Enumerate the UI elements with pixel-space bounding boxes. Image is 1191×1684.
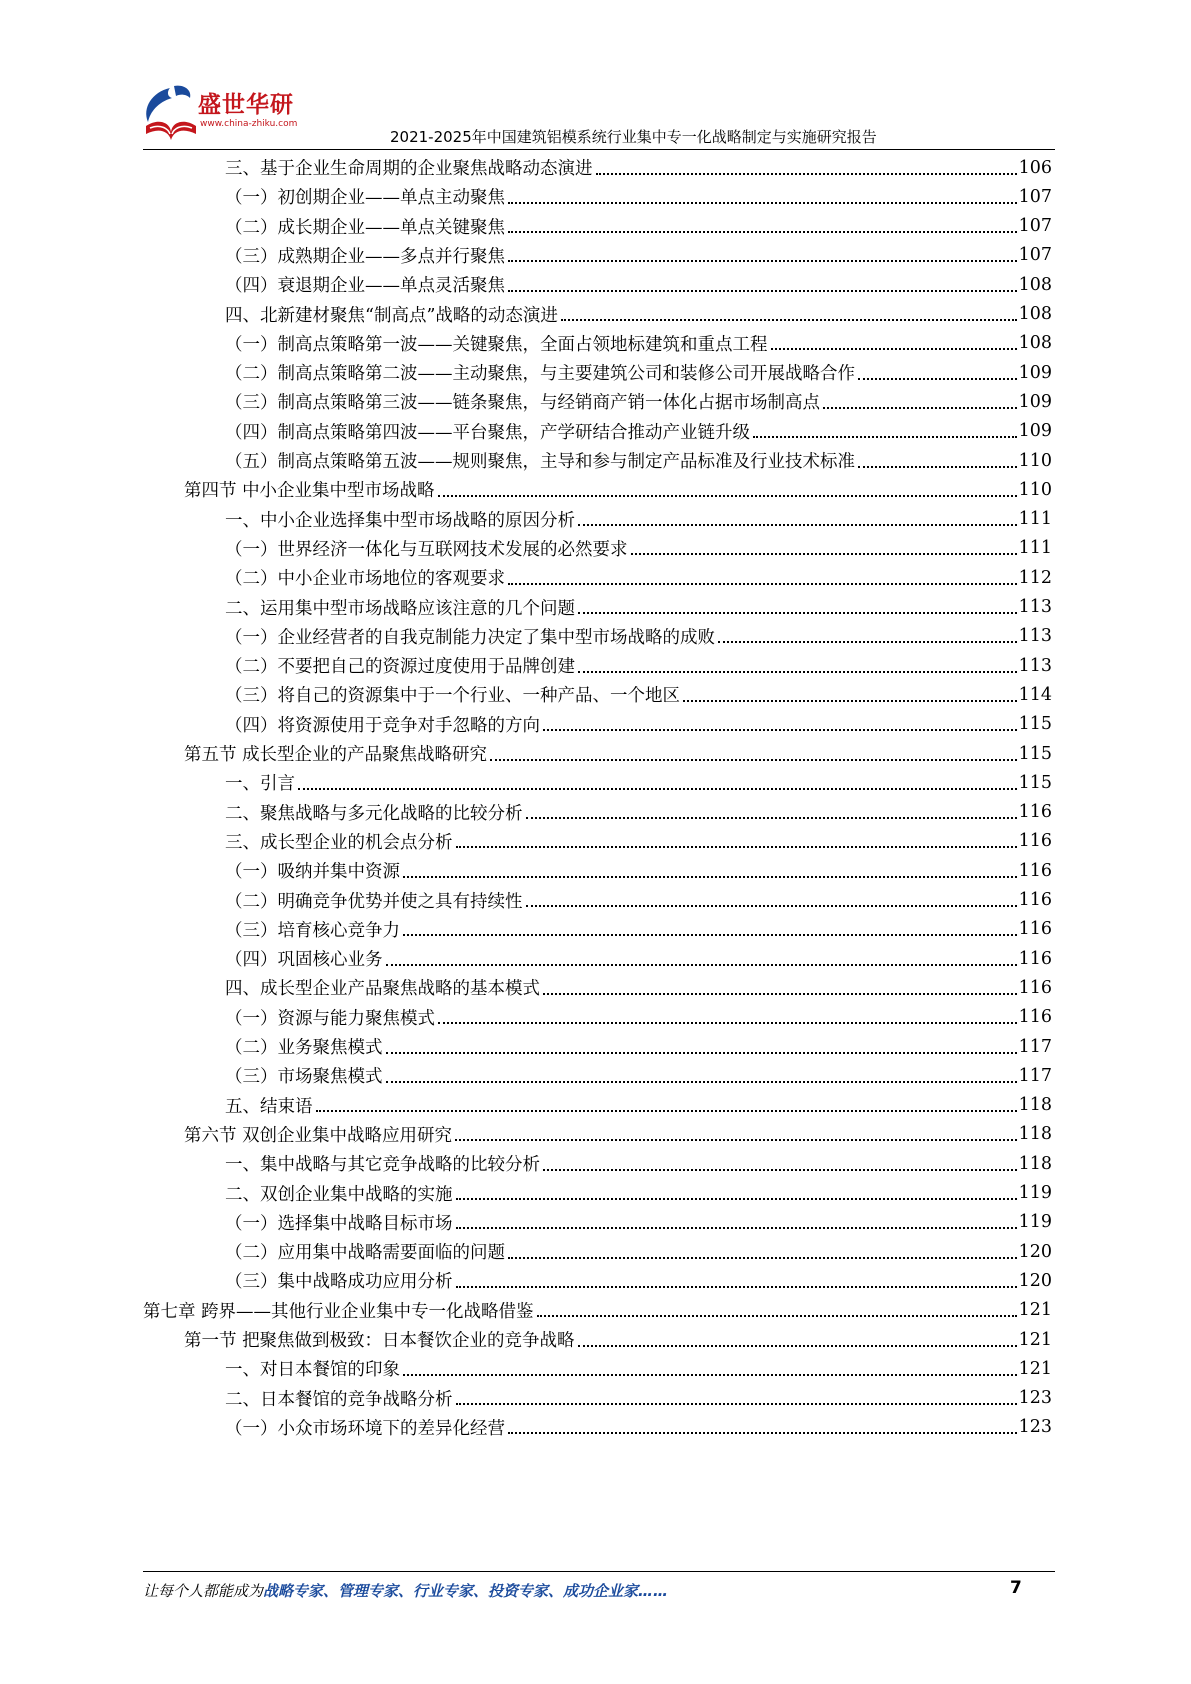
- toc-entry-title: （二）不要把自己的资源过度使用于品牌创建: [225, 657, 575, 678]
- toc-entry[interactable]: [225, 709, 1052, 740]
- toc-entry-title: 一、对日本餐馆的印象: [225, 1360, 400, 1381]
- report-title: 2021-2025年中国建筑铝模系统行业集中专一化战略制定与实施研究报告: [390, 128, 877, 146]
- toc-entry-page: 116: [1018, 919, 1052, 940]
- toc-entry-page: 113: [1018, 626, 1052, 647]
- toc-entry-title: （一）吸纳并集中资源: [225, 862, 400, 883]
- toc-entry-title: 三、基于企业生命周期的企业聚焦战略动态演进: [225, 159, 593, 179]
- toc-entry-page: 110: [1018, 450, 1052, 471]
- toc-entry[interactable]: [225, 357, 1052, 388]
- toc-entry-title: （二）明确竞争优势并使之具有持续性: [225, 891, 523, 912]
- toc-entry[interactable]: [225, 885, 1052, 916]
- toc-dot-leader: [578, 1345, 1017, 1347]
- toc-dot-leader: [543, 993, 1017, 995]
- toc-entry[interactable]: [184, 1119, 1052, 1150]
- toc-entry-title: 第六节 双创企业集中战略应用研究: [184, 1125, 453, 1146]
- toc-entry-title: （二）制高点策略第二波——主动聚焦，与主要建筑公司和装修公司开展战略合作: [225, 364, 855, 385]
- toc-dot-leader: [526, 905, 1017, 907]
- toc-dot-leader: [631, 553, 1017, 555]
- toc-entry-page: 119: [1018, 1212, 1052, 1233]
- footer-slogan-prefix: 让每个人都能成为: [143, 1582, 264, 1600]
- toc-entry-page: 111: [1018, 538, 1052, 559]
- toc-entry[interactable]: [225, 1265, 1052, 1296]
- toc-dot-leader: [456, 846, 1017, 848]
- toc-entry-page: 108: [1018, 304, 1052, 324]
- toc-entry-page: 115: [1018, 714, 1052, 735]
- page-number: 7: [1010, 1578, 1022, 1598]
- toc-entry-title: 二、聚焦战略与多元化战略的比较分析: [225, 803, 523, 824]
- toc-entry[interactable]: [184, 1324, 1052, 1355]
- toc-entry-title: （一）选择集中战略目标市场: [225, 1213, 453, 1234]
- toc-entry-title: 第一节 把聚焦做到极致：日本餐饮企业的竞争战略: [184, 1331, 575, 1351]
- toc-entry-page: 123: [1018, 1388, 1052, 1409]
- toc-entry[interactable]: [225, 152, 1052, 183]
- toc-entry-page: 116: [1018, 831, 1052, 852]
- toc-entry-page: 116: [1018, 1007, 1052, 1028]
- toc-entry[interactable]: [184, 474, 1052, 505]
- toc-entry-title: （四）制高点策略第四波——平台聚焦，产学研结合推动产业链升级: [225, 422, 750, 443]
- toc-dot-leader: [456, 1198, 1017, 1200]
- toc-entry-title: 四、北新建材聚焦“制高点”战略的动态演进: [225, 305, 558, 326]
- toc-dot-leader: [508, 260, 1017, 262]
- toc-dot-leader: [456, 1227, 1017, 1229]
- toc-entry[interactable]: [225, 943, 1052, 974]
- toc-dot-leader: [316, 1110, 1017, 1112]
- toc-entry-page: 107: [1018, 216, 1052, 237]
- toc-entry-title: （一）制高点策略第一波——关键聚焦，全面占领地标建筑和重点工程: [225, 334, 768, 355]
- toc-entry-title: 一、集中战略与其它竞争战略的比较分析: [225, 1155, 540, 1176]
- toc-entry-page: 118: [1018, 1153, 1052, 1174]
- toc-entry-page: 107: [1018, 186, 1052, 207]
- toc-dot-leader: [578, 671, 1017, 673]
- toc-entry-page: 121: [1018, 1358, 1052, 1379]
- page-header: [0, 0, 1191, 150]
- toc-entry-page: 117: [1018, 1065, 1052, 1086]
- toc-entry-title: （三）制高点策略第三波——链条聚焦，与经销商产销一体化占据市场制高点: [225, 393, 820, 414]
- toc-entry-page: 117: [1018, 1036, 1052, 1057]
- toc-entry-page: 121: [1018, 1329, 1052, 1350]
- toc-dot-leader: [823, 407, 1017, 409]
- toc-entry-page: 112: [1018, 567, 1052, 588]
- toc-entry-title: （二）中小企业市场地位的客观要求: [225, 569, 505, 590]
- toc-entry[interactable]: [225, 1178, 1052, 1209]
- toc-dot-leader: [508, 1432, 1017, 1434]
- toc-entry-title: 第四节 中小企业集中型市场战略: [184, 481, 435, 502]
- toc-entry[interactable]: [225, 914, 1052, 945]
- toc-entry-title: 第七章 跨界——其他行业企业集中专一化战略借鉴: [143, 1301, 534, 1322]
- toc-entry-page: 110: [1018, 479, 1052, 500]
- toc-entry-title: 五、结束语: [225, 1096, 313, 1117]
- toc-entry-title: （三）将自己的资源集中于一个行业、一种产品、一个地区: [225, 686, 680, 707]
- toc-dot-leader: [508, 231, 1017, 233]
- toc-entry[interactable]: [225, 504, 1052, 535]
- toc-dot-leader: [858, 378, 1017, 380]
- toc-entry-title: （二）业务聚焦模式: [225, 1038, 383, 1058]
- toc-entry[interactable]: [225, 299, 1052, 330]
- toc-entry[interactable]: [225, 269, 1052, 300]
- toc-entry[interactable]: [225, 1090, 1052, 1121]
- toc-entry[interactable]: [225, 416, 1052, 447]
- toc-entry-title: 一、引言: [225, 774, 295, 795]
- toc-dot-leader: [596, 173, 1017, 175]
- toc-entry-page: 116: [1018, 802, 1052, 823]
- toc-dot-leader: [438, 495, 1017, 497]
- toc-entry-page: 115: [1018, 772, 1052, 793]
- toc-entry-title: （一）资源与能力聚焦模式: [225, 1008, 435, 1029]
- toc-entry-page: 106: [1018, 157, 1052, 178]
- toc-dot-leader: [578, 612, 1017, 614]
- toc-entry-page: 115: [1018, 743, 1052, 764]
- toc-entry[interactable]: [225, 1383, 1052, 1414]
- toc-entry-page: 113: [1018, 655, 1052, 676]
- toc-entry-page: 108: [1018, 333, 1052, 354]
- toc-entry[interactable]: [225, 533, 1052, 564]
- toc-entry-title: （一）世界经济一体化与互联网技术发展的必然要求: [225, 539, 628, 560]
- toc-dot-leader: [455, 1139, 1017, 1141]
- logo-name: 盛世华研: [198, 92, 294, 118]
- toc-entry-title: 一、中小企业选择集中型市场战略的原因分析: [225, 510, 575, 531]
- toc-entry[interactable]: [225, 211, 1052, 242]
- toc-dot-leader: [386, 1081, 1017, 1083]
- toc-entry[interactable]: [225, 386, 1052, 417]
- toc-entry-title: （三）集中战略成功应用分析: [225, 1272, 453, 1293]
- toc-entry[interactable]: [225, 328, 1052, 359]
- toc-entry-page: 108: [1018, 274, 1052, 295]
- toc-dot-leader: [403, 934, 1017, 936]
- toc-entry[interactable]: [225, 1353, 1052, 1384]
- toc-entry[interactable]: [225, 1002, 1052, 1033]
- toc-entry-title: （一）初创期企业——单点主动聚焦: [225, 188, 505, 209]
- toc-dot-leader: [456, 1286, 1017, 1288]
- toc-entry[interactable]: [225, 1060, 1052, 1091]
- toc-dot-leader: [386, 1052, 1017, 1054]
- book-swoosh-icon: [140, 82, 202, 144]
- toc-entry-title: （三）培育核心竞争力: [225, 920, 400, 941]
- footer-slogan: [143, 1580, 668, 1601]
- toc-dot-leader: [718, 641, 1017, 643]
- toc-entry[interactable]: [225, 562, 1052, 593]
- toc-entry[interactable]: [225, 767, 1052, 798]
- company-logo: [140, 82, 315, 144]
- toc-dot-leader: [508, 202, 1017, 204]
- toc-entry-page: 121: [1018, 1300, 1052, 1321]
- toc-entry-title: （四）巩固核心业务: [225, 950, 383, 971]
- toc-entry-title: （二）应用集中战略需要面临的问题: [225, 1243, 505, 1264]
- toc-entry-page: 113: [1018, 597, 1052, 617]
- toc-entry-title: 三、成长型企业的机会点分析: [225, 832, 453, 853]
- toc-entry-page: 109: [1018, 362, 1052, 383]
- toc-entry-page: 107: [1018, 245, 1052, 266]
- toc-entry-page: 109: [1018, 421, 1052, 442]
- toc-entry-title: （三）市场聚焦模式: [225, 1067, 383, 1088]
- toc-entry-title: （四）将资源使用于竞争对手忽略的方向: [225, 715, 540, 736]
- toc-entry-page: 116: [1018, 860, 1052, 881]
- footer-slogan-highlight: 战略专家、管理专家、行业专家、投资专家、成功企业家……: [263, 1582, 669, 1600]
- toc-entry[interactable]: [184, 738, 1052, 769]
- toc-entry-title: （五）制高点策略第五波——规则聚焦，主导和参与制定产品标准及行业技术标准: [225, 452, 855, 472]
- toc-entry-title: （一）小众市场环境下的差异化经营: [225, 1418, 505, 1439]
- toc-dot-leader: [386, 964, 1017, 966]
- toc-entry-title: （三）成熟期企业——多点并行聚焦: [225, 246, 505, 267]
- toc-entry[interactable]: [225, 445, 1052, 476]
- toc-dot-leader: [858, 466, 1017, 468]
- toc-entry[interactable]: [225, 181, 1052, 212]
- toc-entry-page: 116: [1018, 948, 1052, 969]
- toc-dot-leader: [537, 1315, 1017, 1317]
- toc-dot-leader: [561, 319, 1017, 321]
- toc-entry[interactable]: [225, 240, 1052, 271]
- toc-entry[interactable]: [225, 1031, 1052, 1062]
- header-divider: [143, 149, 1055, 150]
- toc-entry-title: 二、运用集中型市场战略应该注意的几个问题: [225, 598, 575, 619]
- toc-entry[interactable]: [225, 1412, 1052, 1443]
- toc-entry-title: （一）企业经营者的自我克制能力决定了集中型市场战略的成败: [225, 627, 715, 648]
- toc-dot-leader: [543, 1169, 1017, 1171]
- toc-entry-page: 116: [1018, 890, 1052, 910]
- toc-dot-leader: [438, 1022, 1017, 1024]
- toc-entry[interactable]: [225, 621, 1052, 652]
- toc-dot-leader: [298, 788, 1017, 790]
- toc-entry[interactable]: [143, 1295, 1052, 1326]
- toc-entry[interactable]: [225, 972, 1052, 1003]
- toc-dot-leader: [578, 524, 1017, 526]
- toc-dot-leader: [683, 700, 1017, 702]
- toc-entry-page: 109: [1018, 391, 1052, 412]
- toc-entry-page: 120: [1018, 1270, 1052, 1291]
- toc-entry-title: （二）成长期企业——单点关键聚焦: [225, 217, 505, 238]
- logo-url: www.china-zhiku.com: [200, 119, 298, 129]
- toc-entry[interactable]: [225, 855, 1052, 886]
- toc-dot-leader: [490, 759, 1017, 761]
- toc-entry-page: 116: [1018, 977, 1052, 998]
- toc-entry-page: 123: [1018, 1417, 1052, 1438]
- toc-entry[interactable]: [225, 650, 1052, 681]
- toc-entry[interactable]: [225, 797, 1052, 828]
- toc-entry-title: 四、成长型企业产品聚焦战略的基本模式: [225, 979, 540, 1000]
- footer-divider: [143, 1571, 1055, 1572]
- toc-entry-title: 二、双创企业集中战略的实施: [225, 1184, 453, 1205]
- toc-entry-page: 120: [1018, 1241, 1052, 1262]
- toc-entry[interactable]: [225, 679, 1052, 710]
- toc-dot-leader: [543, 729, 1017, 731]
- toc-entry-page: 119: [1018, 1183, 1052, 1203]
- toc-entry[interactable]: [225, 826, 1052, 857]
- toc-dot-leader: [508, 1257, 1017, 1259]
- toc-dot-leader: [508, 583, 1017, 585]
- toc-entry-page: 118: [1018, 1095, 1052, 1116]
- toc-entry[interactable]: [225, 1148, 1052, 1179]
- toc-entry-title: 第五节 成长型企业的产品聚焦战略研究: [184, 745, 488, 765]
- toc-entry[interactable]: [225, 1207, 1052, 1238]
- toc-entry-page: 118: [1018, 1124, 1052, 1145]
- toc-dot-leader: [771, 348, 1017, 350]
- toc-entry[interactable]: [225, 1236, 1052, 1267]
- toc-entry-page: 111: [1018, 509, 1052, 530]
- toc-dot-leader: [456, 1403, 1017, 1405]
- toc-dot-leader: [403, 876, 1017, 878]
- toc-entry-page: 114: [1018, 684, 1052, 705]
- toc-dot-leader: [508, 290, 1017, 292]
- toc-dot-leader: [526, 817, 1017, 819]
- toc-entry[interactable]: [225, 592, 1052, 623]
- toc-dot-leader: [403, 1374, 1017, 1376]
- toc-dot-leader: [753, 436, 1017, 438]
- toc-entry-title: （四）衰退期企业——单点灵活聚焦: [225, 276, 505, 297]
- toc-entry-title: 二、日本餐馆的竞争战略分析: [225, 1389, 453, 1410]
